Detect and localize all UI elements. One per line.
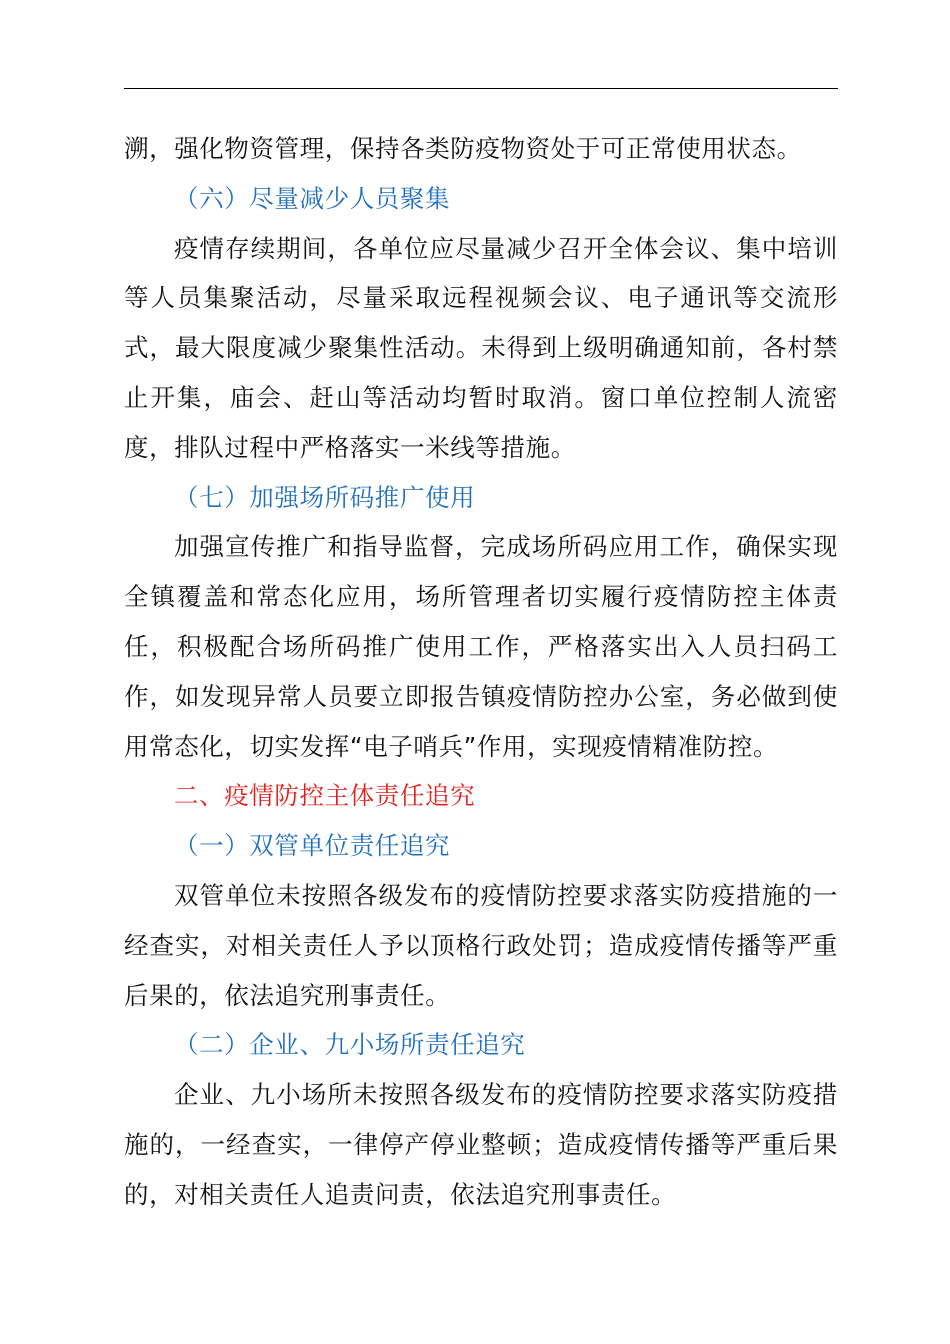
paragraph-dual-management: 双管单位未按照各级发布的疫情防控要求落实防疫措施的一经查实，对相关责任人予以顶格行政处罚；造成疫情传播等严重后果的，依法追究刑事责任。 (124, 880, 838, 1010)
subheading-two: （二）企业、九小场所责任追究 (174, 1030, 526, 1060)
header-rule (124, 88, 838, 89)
subheading-one: （一）双管单位责任追究 (174, 831, 451, 861)
document-body (124, 124, 838, 1220)
section-heading-two: 二、疫情防控主体责任追究 (174, 781, 476, 811)
subheading-six: （六）尽量减少人员聚集 (174, 183, 451, 213)
subheading-seven: （七）加强场所码推广使用 (174, 482, 476, 512)
paragraph-reduce-gathering: 疫情存续期间，各单位应尽量减少召开全体会议、集中培训等人员集聚活动，尽量采取远程视频会议、电子通讯等交流形式，最大限度减少聚集性活动。未得到上级明确通知前，各村禁止开集，庙会、赶山等活动均暂时取消。窗口单位控制人流密度，排队过程中严格落实一米线等措施。 (124, 233, 838, 462)
paragraph-enterprise: 企业、九小场所未按照各级发布的疫情防控要求落实防疫措施的，一经查实，一律停产停业整顿；造成疫情传播等严重后果的，对相关责任人追责问责，依法追究刑事责任。 (124, 1080, 838, 1209)
continuation-text: 溯，强化物资管理，保持各类防疫物资处于可正常使用状态。 (124, 134, 802, 163)
paragraph-venue-code: 加强宣传推广和指导监督，完成场所码应用工作，确保实现全镇覆盖和常态化应用，场所管理者切实履行疫情防控主体责任，积极配合场所码推广使用工作，严格落实出入人员扫码工作，如发现异常人员要立即报告镇疫情防控办公室，务必做到使用常态化，切实发挥“电子哨兵”作用，实现疫情精准防控。 (124, 532, 838, 761)
